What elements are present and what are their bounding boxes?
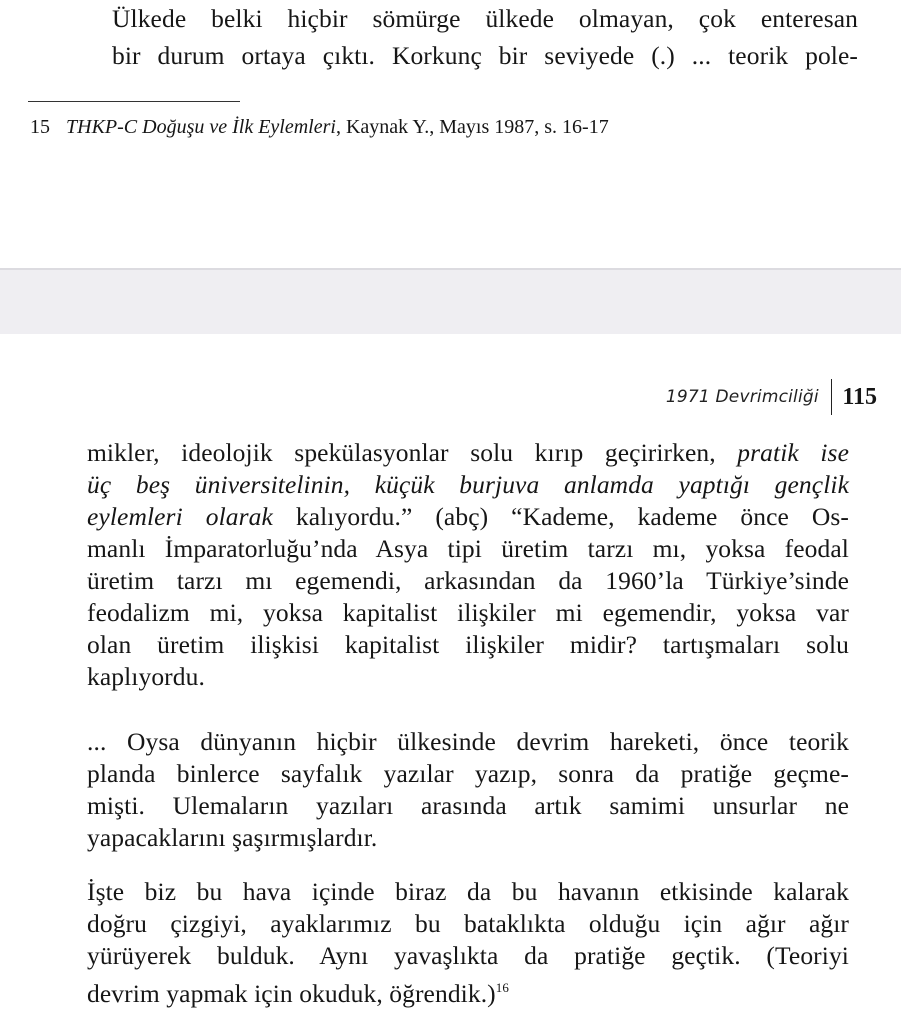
text-line	[87, 501, 849, 533]
header-divider	[831, 379, 833, 415]
page-gap	[0, 268, 901, 334]
text-span: devrim yapmak için okuduk, öğrendik.)	[87, 979, 496, 1008]
text-line: doğru çizgiyi, ayaklarımız bu bataklıkta olduğu için ağır ağır	[87, 909, 849, 938]
text-span: kalıyordu.” (abç) “Kademe, kademe önce Os-	[272, 502, 850, 531]
text-line: mişti. Ulemaların yazıları arasında artık samimi unsurlar ne	[87, 791, 849, 820]
text-line: manlı İmparatorluğu’nda Asya tipi üretim tarzı mı, yoksa feodal	[87, 534, 849, 563]
text-line: planda binlerce sayfalık yazılar yazıp, sonra da pratiğe geçme-	[87, 759, 849, 788]
text-line: ... Oysa dünyanın hiçbir ülkesinde devrim hareketi, önce teorik	[87, 727, 849, 756]
text-line: üretim tarzı mı egemendi, arkasından da 1960’la Türkiye’sinde	[87, 566, 849, 595]
text-line: Ülkede belki hiçbir sömürge ülkede olmayan, çok enteresan	[112, 4, 858, 33]
footnote-separator	[28, 101, 240, 102]
footnote-reference[interactable]: 16	[495, 980, 509, 995]
italic-span: pratik ise	[737, 438, 849, 467]
text-line: İşte biz bu hava içinde biraz da bu havanın etkisinde kalarak	[87, 877, 849, 906]
text-line: olan üretim ilişkisi kapitalist ilişkiler midir? tartışmaları solu	[87, 630, 849, 659]
text-span: mikler, ideolojik spekülasyonlar solu kırıp geçirirken,	[87, 438, 738, 467]
text-line	[87, 972, 849, 1010]
footnote-title: THKP-C Doğuşu ve İlk Eylemleri	[66, 116, 336, 138]
footnote-15	[30, 114, 609, 140]
text-line: bir durum ortaya çıktı. Korkunç bir seviyede (.) ... teorik pole-	[112, 41, 858, 70]
previous-page	[0, 0, 901, 268]
text-line: yapacaklarını şaşırmışlardır.	[87, 823, 378, 852]
italic-span: eylemleri olarak	[87, 502, 273, 531]
footnote-details: , Kaynak Y., Mayıs 1987, s. 16-17	[335, 116, 609, 138]
text-line: yürüyerek bulduk. Aynı yavaşlıkta da pratiğe geçtik. (Teoriyi	[87, 941, 849, 970]
text-line	[87, 437, 849, 469]
text-line: üç beş üniversitelinin, küçük burjuva anlamda yaptığı gençlik	[87, 470, 849, 499]
text-line: kaplıyordu.	[87, 662, 205, 691]
footnote-number: 15	[30, 116, 50, 138]
page-number: 115	[842, 383, 877, 410]
running-title: 1971 Devrimciliği	[665, 387, 819, 407]
text-line: feodalizm mi, yoksa kapitalist ilişkiler mi egemendir, yoksa var	[87, 598, 849, 627]
running-header	[666, 380, 877, 414]
